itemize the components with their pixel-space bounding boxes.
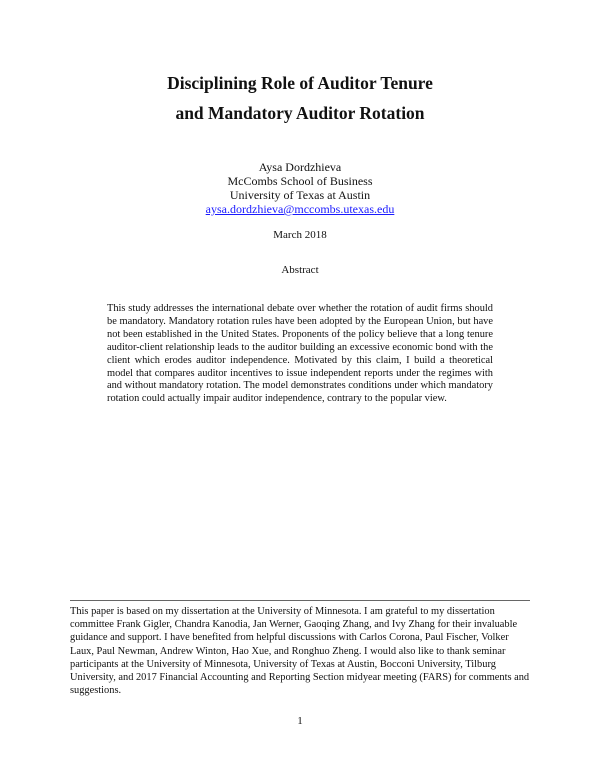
paper-date: March 2018	[273, 229, 327, 241]
author-email-link[interactable]: aysa.dordzhieva@mccombs.utexas.edu	[205, 202, 395, 216]
footnote-text: This paper is based on my dissertation at the University of Minnesota. I am grateful to my dissertation committee Frank Gigler, Chandra Kanodia, Jan Werner, Gaoqing Zhang, and Ivy Zhang for their invaluable guidance and support. I have benefited from helpful discussions with Carlos Corona, Paul Fischer, Volker Laux, Paul Newman, Andrew Winton, Hao Xue, and Ronghuo Zheng. I would also like to thank seminar participants at the University of Minnesota, University of Texas at Austin, Bocconi University, Tilburg University, and 2017 Financial Accounting and Reporting Section midyear meeting (FARS) for comments and suggestions.	[70, 606, 530, 697]
paper-title-line-2: and Mandatory Auditor Rotation	[175, 103, 425, 123]
author-name: Aysa Dordzhieva	[258, 160, 342, 174]
paper-title-line-1: Disciplining Role of Auditor Tenure	[167, 73, 433, 93]
abstract-heading: Abstract	[281, 264, 319, 276]
footnote-divider	[70, 600, 530, 601]
abstract-text: This study addresses the international debate over whether the rotation of audit firms should be mandatory. Mandatory rotation rules have been adopted by the European Union, but have not been established in the United States. Proponents of the policy believe that a long tenure auditor-client relationship leads to the auditor building an excessive economic bond with the client which erodes auditor independence. Motivated by this claim, I build a theoretical model that compares auditor incentives to issue independent reports under the regimes with and without mandatory rotation. The model demonstrates conditions under which mandatory rotation could actually impair auditor independence, contrary to the popular view.	[107, 303, 493, 405]
page-number: 1	[297, 715, 303, 727]
author-university: University of Texas at Austin	[229, 188, 371, 202]
author-school: McCombs School of Business	[227, 174, 373, 188]
